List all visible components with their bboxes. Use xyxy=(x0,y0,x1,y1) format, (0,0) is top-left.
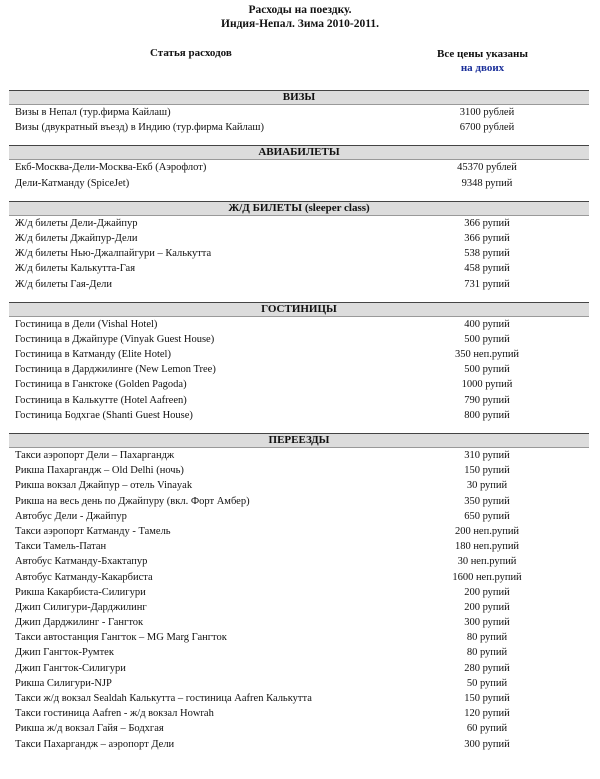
expense-row xyxy=(9,347,589,362)
expense-row xyxy=(9,721,589,736)
expense-item-price: 350 рупий xyxy=(464,495,510,507)
expense-item-name: Такси аэропорт Катманду - Тамель xyxy=(15,525,171,537)
expense-item-price: 30 рупий xyxy=(466,480,508,492)
expense-item-name: Рикша вокзал Джайпур – отель Vinayak xyxy=(15,480,193,492)
expense-item-name: Рикша ж/д вокзал Гайя – Бодхгая xyxy=(15,723,164,735)
expense-item-name: Гостиница в Ганктоке (Golden Pagoda) xyxy=(15,379,187,391)
expense-item-price: 1600 неп.рупий xyxy=(452,571,522,583)
expense-row xyxy=(9,661,589,676)
expense-item-name: Джип Силигури-Дарджилинг xyxy=(15,601,147,613)
expense-item-price: 3100 рублей xyxy=(459,107,515,118)
expense-item-name: Такси Тамель-Патан xyxy=(15,541,107,553)
expense-item-price: 458 рупий xyxy=(464,263,510,275)
expense-item-price: 300 рупий xyxy=(464,617,510,629)
expense-row xyxy=(9,630,589,645)
expense-item-name: Ж/д билеты Гая-Дели xyxy=(15,278,113,290)
expense-item-price: 800 рупий xyxy=(464,409,510,421)
expense-row xyxy=(9,120,589,135)
expense-table xyxy=(9,90,589,762)
expense-item-name: Джип Дарджилинг - Гангток xyxy=(15,617,144,629)
expense-row xyxy=(9,277,589,292)
expense-item-name: Ж/д билеты Джайпур-Дели xyxy=(15,232,138,244)
expense-item-name: Гостиница в Катманду (Elite Hotel) xyxy=(15,349,171,361)
expense-row xyxy=(9,317,589,332)
expense-row xyxy=(9,105,589,120)
expense-row xyxy=(9,176,589,191)
expense-item-price: 366 рупий xyxy=(464,217,510,229)
expense-row xyxy=(9,231,589,246)
expense-section xyxy=(9,201,589,292)
expense-item-price: 366 рупий xyxy=(464,232,510,244)
expense-item-price: 650 рупий xyxy=(464,510,510,522)
expense-item-price: 1000 рупий xyxy=(461,379,513,391)
expense-item-name: Ж/д билеты Нью-Джалпайгури – Калькутта xyxy=(15,248,212,260)
expense-item-price: 30 неп.рупий xyxy=(457,556,517,568)
expense-item-price: 150 рупий xyxy=(464,693,510,704)
section-header: АВИАБИЛЕТЫ xyxy=(9,145,589,160)
expense-row xyxy=(9,377,589,392)
expense-item-price: 350 неп.рупий xyxy=(454,349,520,361)
expense-section xyxy=(9,90,589,135)
section-header: Ж/Д БИЛЕТЫ (sleeper class) xyxy=(9,201,589,216)
expense-item-name: Такси Пахаргандж – аэропорт Дели xyxy=(15,738,175,750)
expense-item-price: 280 рупий xyxy=(464,662,510,674)
expense-row xyxy=(9,691,589,706)
expense-section xyxy=(9,433,589,752)
expense-item-name: Ж/д билеты Калькутта-Гая xyxy=(15,263,136,275)
expense-item-price: 200 неп.рупий xyxy=(454,525,520,537)
expense-row xyxy=(9,600,589,615)
expense-row xyxy=(9,261,589,276)
section-header: ВИЗЫ xyxy=(9,90,589,105)
expense-row xyxy=(9,554,589,569)
expense-row xyxy=(9,570,589,585)
expense-row xyxy=(9,332,589,347)
expense-item-name: Автобус Катманду-Бхактапур xyxy=(15,556,148,568)
expense-row xyxy=(9,216,589,231)
expense-row xyxy=(9,408,589,423)
expense-row xyxy=(9,539,589,554)
expense-item-price: 538 рупий xyxy=(464,248,510,260)
expense-item-price: 731 рупий xyxy=(464,278,510,290)
expense-item-price: 400 рупий xyxy=(464,318,510,330)
expense-item-price: 60 рупий xyxy=(466,723,508,735)
expense-section xyxy=(9,302,589,423)
expense-item-price: 300 рупий xyxy=(464,738,510,750)
expense-item-name: Такси ж/д вокзал Sealdah Калькутта – гостиница Aafren Калькутта xyxy=(15,693,312,704)
expense-item-price: 200 рупий xyxy=(464,586,510,598)
expense-row xyxy=(9,706,589,721)
expense-row xyxy=(9,585,589,600)
expense-item-name: Гостиница Бодхгае (Shanti Guest House) xyxy=(15,409,193,421)
expense-item-price: 6700 рублей xyxy=(459,122,515,134)
expense-row xyxy=(9,160,589,175)
column-header-item: Статья расходов xyxy=(150,47,232,59)
expense-item-name: Такси гостиница Aafren - ж/д вокзал Howrah xyxy=(15,708,214,720)
expense-item-name: Гостиница в Калькутте (Hotel Aafreen) xyxy=(15,394,187,406)
column-header-price-line1: Все цены указаны xyxy=(437,48,528,60)
expense-item-price: 80 рупий xyxy=(466,647,508,659)
section-header: ГОСТИНИЦЫ xyxy=(9,302,589,317)
expense-item-name: Рикша Пахаргандж – Old Delhi (ночь) xyxy=(15,465,184,477)
expense-row xyxy=(9,463,589,478)
expense-row xyxy=(9,393,589,408)
expense-item-name: Визы (двукратный въезд) в Индию (тур.фирма Кайлаш) xyxy=(15,122,265,134)
expense-item-price: 500 рупий xyxy=(464,333,510,345)
expense-item-name: Автобус Дели - Джайпур xyxy=(15,510,127,522)
expense-item-price: 9348 рупий xyxy=(461,177,513,189)
document-title: Расходы на поездку. xyxy=(248,4,352,16)
expense-item-price: 120 рупий xyxy=(464,708,510,720)
expense-item-name: Гостиница в Дарджилинге (New Lemon Tree) xyxy=(15,364,216,376)
expense-item-name: Рикша Силигури-NJP xyxy=(15,677,112,689)
column-header-price xyxy=(420,47,545,75)
expense-item-price: 80 рупий xyxy=(466,632,508,644)
document-subtitle: Индия-Непал. Зима 2010-2011. xyxy=(221,18,379,30)
expense-row xyxy=(9,494,589,509)
expense-row xyxy=(9,524,589,539)
expense-item-name: Екб-Москва-Дели-Москва-Екб (Аэрофлот) xyxy=(15,162,207,174)
expense-item-price: 180 неп.рупий xyxy=(454,541,520,553)
column-header-price-line2: на двоих xyxy=(460,62,505,74)
expense-item-name: Ж/д билеты Дели-Джайпур xyxy=(15,217,138,229)
expense-item-name: Такси аэропорт Дели – Пахаргандж xyxy=(15,450,175,461)
expense-row xyxy=(9,478,589,493)
expense-row xyxy=(9,448,589,463)
expense-row xyxy=(9,362,589,377)
expense-item-name: Гостиница в Джайпуре (Vinyak Guest House) xyxy=(15,333,215,345)
expense-item-price: 150 рупий xyxy=(464,465,510,477)
expense-row xyxy=(9,676,589,691)
expense-row xyxy=(9,509,589,524)
column-headers xyxy=(0,47,600,85)
expense-item-price: 500 рупий xyxy=(464,364,510,376)
expense-row xyxy=(9,737,589,752)
expense-item-name: Рикша Какарбиста-Силигури xyxy=(15,586,146,598)
expense-row xyxy=(9,246,589,261)
expense-item-name: Джип Гангток-Румтек xyxy=(15,647,114,659)
expense-item-name: Визы в Непал (тур.фирма Кайлаш) xyxy=(15,107,171,118)
expense-item-name: Гостиница в Дели (Vishal Hotel) xyxy=(15,318,158,330)
expense-item-price: 310 рупий xyxy=(464,450,510,461)
section-header: ПЕРЕЕЗДЫ xyxy=(9,433,589,448)
expense-section xyxy=(9,145,589,190)
expense-item-price: 200 рупий xyxy=(464,601,510,613)
expense-item-price: 45370 рублей xyxy=(457,162,517,174)
expense-row xyxy=(9,615,589,630)
expense-item-price: 790 рупий xyxy=(464,394,510,406)
expense-item-price: 50 рупий xyxy=(466,677,508,689)
expense-item-name: Рикша на весь день по Джайпуру (вкл. Форт Амбер) xyxy=(15,495,250,507)
expense-item-name: Дели-Катманду (SpiceJet) xyxy=(15,177,130,189)
expense-item-name: Автобус Катманду-Какарбиста xyxy=(15,571,153,583)
expense-row xyxy=(9,645,589,660)
expense-item-name: Такси автостанция Гангток – MG Marg Гангток xyxy=(15,632,227,644)
expense-item-name: Джип Гангток-Силигури xyxy=(15,662,126,674)
